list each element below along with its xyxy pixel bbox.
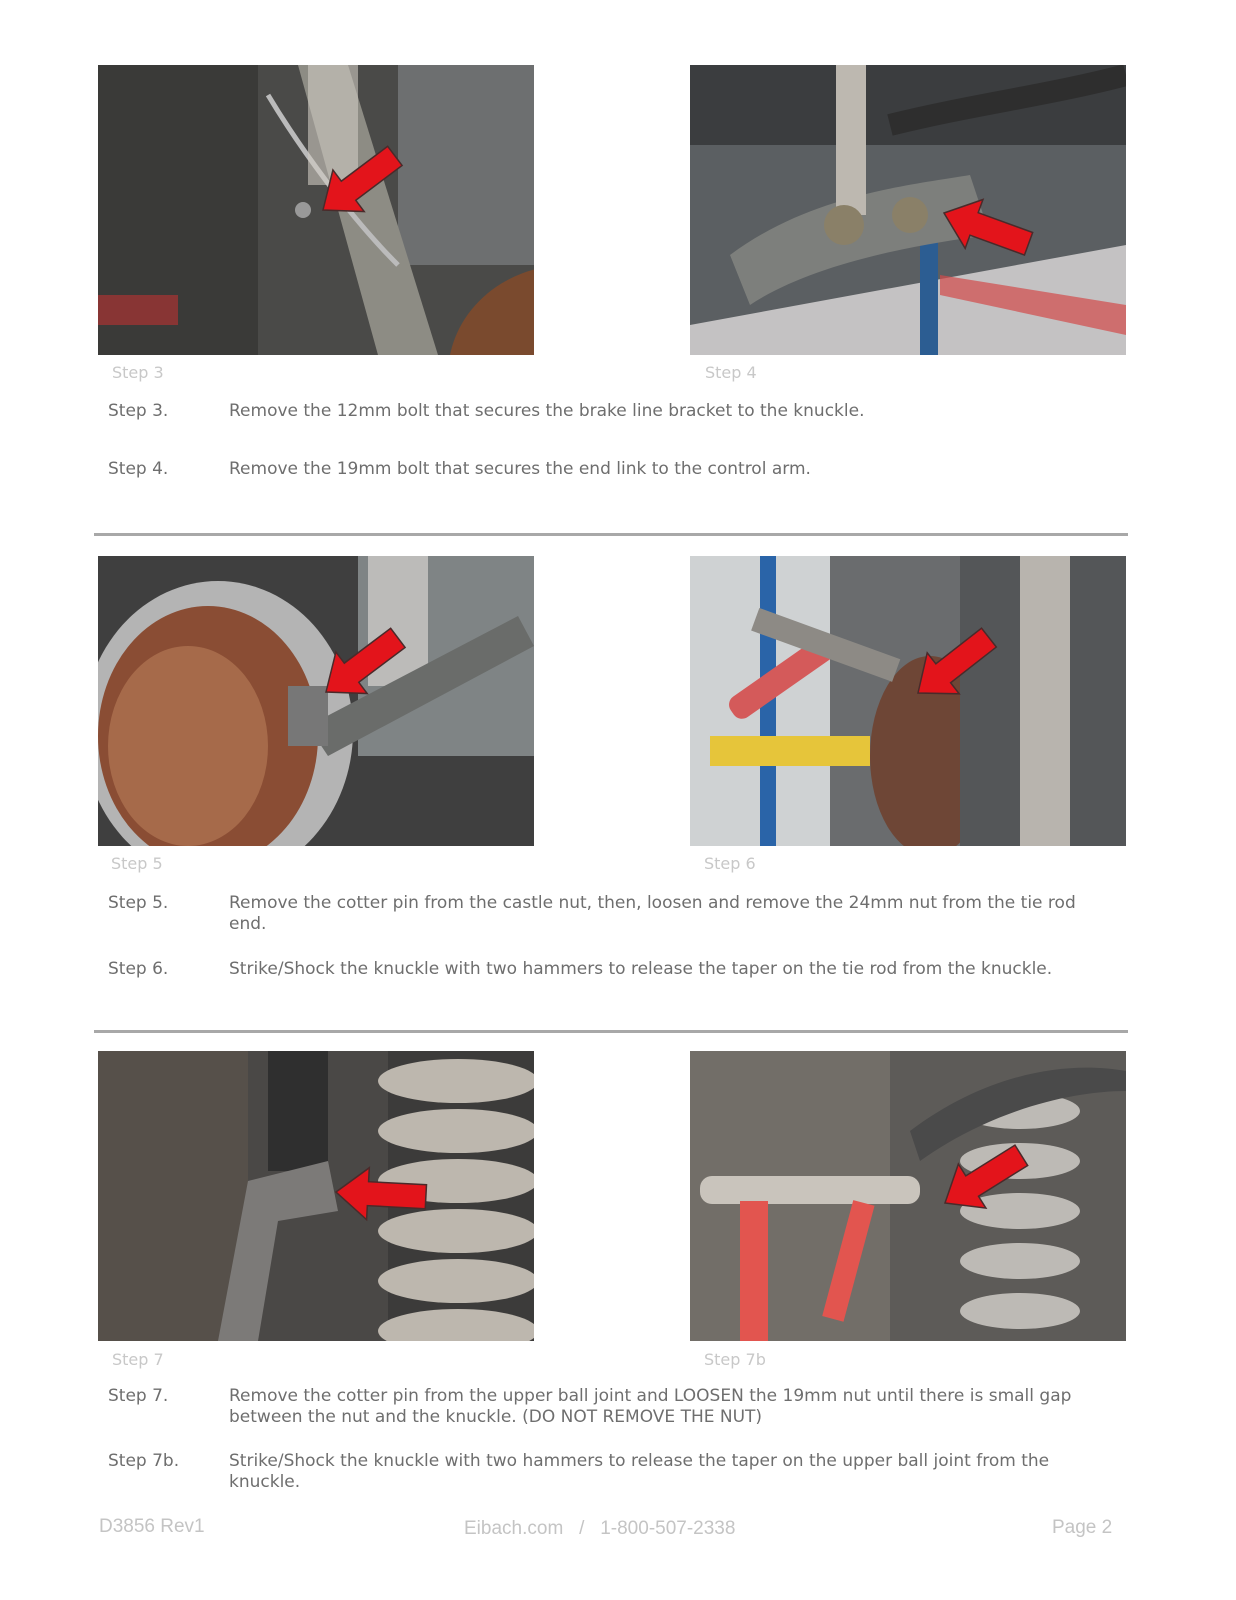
photo-step-6 [690,556,1126,846]
photo-step-5 [98,556,534,846]
page-number: Page 2 [1052,1517,1113,1538]
step-text: Strike/Shock the knuckle with two hammers to release the taper on the tie rod from the knuckle. [229,959,1053,979]
step-text: Remove the 12mm bolt that secures the brake line bracket to the knuckle. [229,401,865,421]
contact-info: Eibach.com / 1-800-507-2338 [464,1518,736,1539]
photo-step-7b [690,1051,1126,1341]
document-id: D3856 Rev1 [99,1516,205,1537]
step-label: Step 5. [108,893,169,913]
step-label: Step 6. [108,959,169,979]
section-divider [94,1030,1128,1033]
step-text: Remove the cotter pin from the castle nut, then, loosen and remove the 24mm nut from the tie rod end. [229,893,1076,934]
photo-step-4 [690,65,1126,355]
step-label: Step 3. [108,401,169,421]
step-label: Step 7b. [108,1451,180,1471]
caption-photo-6: Step 7b [704,1350,766,1369]
section-divider [94,533,1128,536]
caption-photo-1: Step 3 [112,363,164,382]
caption-photo-5: Step 7 [112,1350,164,1369]
caption-photo-2: Step 4 [705,363,757,382]
caption-photo-3: Step 5 [111,854,163,873]
step-label: Step 7. [108,1386,169,1406]
step-text: Strike/Shock the knuckle with two hammers to release the taper on the upper ball joint from the knuckle. [229,1451,1050,1492]
step-text: Remove the cotter pin from the upper ball joint and LOOSEN the 19mm nut until there is small gap between the nut and the knuckle. (DO NOT REMOVE THE NUT) [229,1386,1072,1427]
photo-step-3 [98,65,534,355]
step-label: Step 4. [108,459,169,479]
photo-step-7 [98,1051,534,1341]
caption-photo-4: Step 6 [704,854,756,873]
step-text: Remove the 19mm bolt that secures the end link to the control arm. [229,459,811,479]
